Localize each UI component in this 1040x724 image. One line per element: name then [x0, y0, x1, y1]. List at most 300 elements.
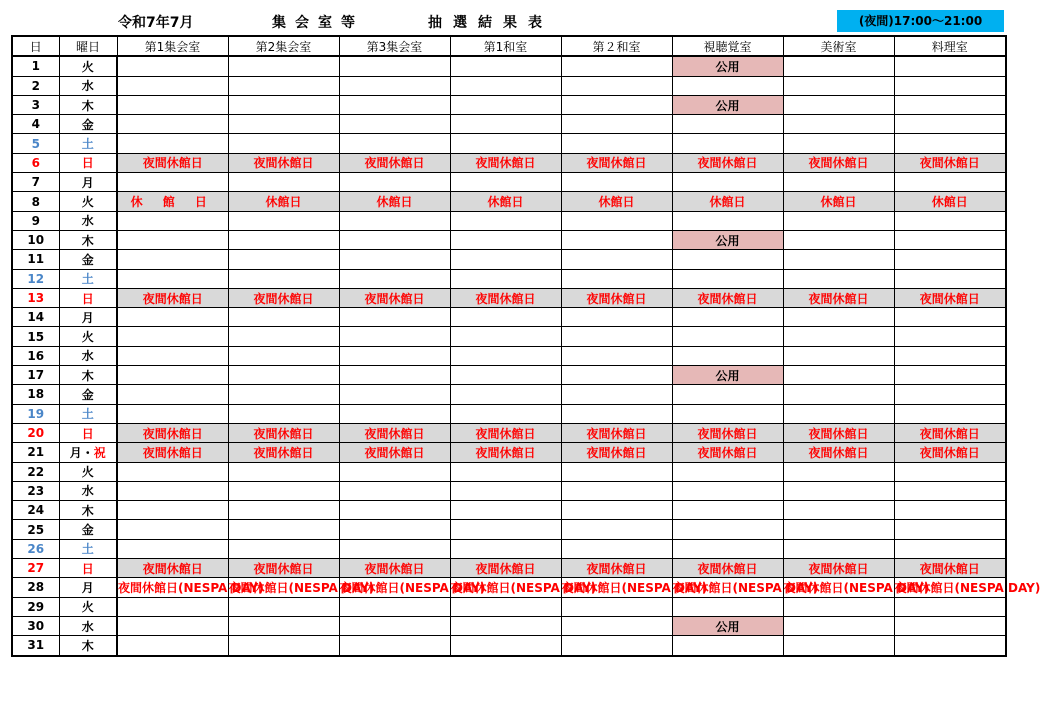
table-row [12, 597, 1006, 616]
room-cell [450, 636, 561, 656]
room-cell [450, 616, 561, 635]
room-cell [783, 173, 894, 192]
room-cell: 夜間休館日 [450, 153, 561, 172]
room-cell [339, 95, 450, 114]
room-cell [672, 76, 783, 95]
day-number: 11 [12, 250, 59, 269]
room-cell [339, 76, 450, 95]
table-row [12, 636, 1006, 656]
room-cell [228, 173, 339, 192]
room-cell [561, 501, 672, 520]
room-cell [561, 76, 672, 95]
room-cell: 夜間休館日 [894, 423, 1006, 442]
day-number: 27 [12, 559, 59, 578]
room-cell [672, 481, 783, 500]
weekday: 月 [59, 578, 117, 597]
room-cell [672, 520, 783, 539]
room-cell [672, 250, 783, 269]
room-cell [228, 134, 339, 153]
room-cell [228, 597, 339, 616]
day-number: 23 [12, 481, 59, 500]
room-cell: 夜間休館日 [894, 559, 1006, 578]
day-number: 22 [12, 462, 59, 481]
day-number: 28 [12, 578, 59, 597]
col-header-weekday: 曜日 [59, 36, 117, 56]
weekday: 土 [59, 134, 117, 153]
room-cell [339, 173, 450, 192]
room-cell [117, 76, 228, 95]
room-cell [783, 134, 894, 153]
room-cell: 夜間休館日 [117, 288, 228, 307]
room-cell [561, 462, 672, 481]
room-cell [228, 404, 339, 423]
room-cell [561, 308, 672, 327]
room-cell [672, 501, 783, 520]
day-number: 4 [12, 115, 59, 134]
weekday: 木 [59, 95, 117, 114]
room-cell [117, 95, 228, 114]
room-cell [894, 366, 1006, 385]
room-cell: 休館日 [450, 192, 561, 211]
room-cell [339, 269, 450, 288]
room-cell: 夜間休館日 [672, 443, 783, 462]
room-cell [117, 269, 228, 288]
room-cell [450, 597, 561, 616]
table-row [12, 462, 1006, 481]
header-date: 令和7年7月 [118, 15, 194, 31]
room-cell: 休館日 [783, 192, 894, 211]
room-cell [450, 269, 561, 288]
room-cell [117, 366, 228, 385]
room-cell [228, 539, 339, 558]
room-cell [894, 115, 1006, 134]
room-cell [672, 269, 783, 288]
room-cell: 夜間休館日 [228, 153, 339, 172]
weekday: 火 [59, 597, 117, 616]
day-number: 31 [12, 636, 59, 656]
room-cell [783, 462, 894, 481]
room-cell: 夜間休館日 [228, 443, 339, 462]
room-cell [450, 501, 561, 520]
day-number: 9 [12, 211, 59, 230]
room-cell [117, 539, 228, 558]
room-cell [117, 616, 228, 635]
room-cell [339, 366, 450, 385]
weekday: 水 [59, 211, 117, 230]
room-cell [450, 366, 561, 385]
table-row [12, 308, 1006, 327]
room-cell [561, 230, 672, 249]
room-cell [783, 211, 894, 230]
weekday: 木 [59, 501, 117, 520]
room-cell: 休館日 [339, 192, 450, 211]
room-cell [117, 481, 228, 500]
room-cell [117, 462, 228, 481]
room-cell [561, 115, 672, 134]
table-row [12, 481, 1006, 500]
day-number: 12 [12, 269, 59, 288]
room-cell: 夜間休館日 [894, 288, 1006, 307]
room-cell [339, 56, 450, 76]
room-cell [117, 501, 228, 520]
room-cell [783, 616, 894, 635]
room-cell [783, 404, 894, 423]
room-cell [894, 481, 1006, 500]
table-row [12, 539, 1006, 558]
room-cell [228, 56, 339, 76]
room-cell [561, 327, 672, 346]
room-cell: 夜間休館日 [561, 443, 672, 462]
room-cell [450, 211, 561, 230]
room-cell: 夜間休館日 [672, 153, 783, 172]
room-cell [894, 56, 1006, 76]
room-cell [228, 385, 339, 404]
table-row [12, 95, 1006, 114]
room-cell [228, 346, 339, 365]
room-cell: 夜間休館日 [450, 423, 561, 442]
table-row [12, 288, 1006, 307]
room-cell [894, 404, 1006, 423]
room-cell [117, 173, 228, 192]
room-cell [894, 250, 1006, 269]
room-cell [783, 636, 894, 656]
room-cell [117, 115, 228, 134]
room-cell [450, 230, 561, 249]
room-cell [339, 134, 450, 153]
room-cell [783, 115, 894, 134]
room-cell [339, 346, 450, 365]
room-cell [561, 520, 672, 539]
room-cell [450, 462, 561, 481]
room-cell [228, 501, 339, 520]
weekday: 土 [59, 539, 117, 558]
day-number: 10 [12, 230, 59, 249]
header-title: 集会室等 [272, 15, 364, 31]
weekday: 月 [59, 308, 117, 327]
weekday: 木 [59, 366, 117, 385]
weekday: 土 [59, 269, 117, 288]
room-cell [783, 230, 894, 249]
room-cell: 夜間休館日 [894, 443, 1006, 462]
room-cell [783, 520, 894, 539]
room-cell [339, 481, 450, 500]
weekday: 月 [59, 173, 117, 192]
room-cell [783, 501, 894, 520]
day-number: 8 [12, 192, 59, 211]
weekday: 日 [59, 423, 117, 442]
weekday: 金 [59, 115, 117, 134]
room-cell [339, 327, 450, 346]
room-cell [783, 597, 894, 616]
room-cell [450, 327, 561, 346]
table-row [12, 616, 1006, 635]
room-cell [228, 616, 339, 635]
room-cell: 夜間休館日 [561, 288, 672, 307]
room-cell [783, 56, 894, 76]
room-cell [117, 346, 228, 365]
room-cell: 休館日 [672, 192, 783, 211]
room-cell [672, 346, 783, 365]
header-time-badge: (夜間)17:00〜21:00 [837, 10, 1004, 32]
room-cell [672, 327, 783, 346]
room-cell: 夜間休館日 [894, 153, 1006, 172]
col-header-room2: 第2集会室 [228, 36, 339, 56]
room-cell: 夜間休館日 [561, 153, 672, 172]
public-use-cell: 公用 [672, 230, 783, 249]
day-number: 30 [12, 616, 59, 635]
public-use-cell: 公用 [672, 366, 783, 385]
room-cell [894, 539, 1006, 558]
room-cell [450, 308, 561, 327]
room-cell: 夜間休館日(NESPA DAY) [228, 578, 339, 597]
room-cell [117, 520, 228, 539]
weekday: 木 [59, 636, 117, 656]
day-number: 2 [12, 76, 59, 95]
table-row [12, 115, 1006, 134]
room-cell [228, 327, 339, 346]
room-cell [894, 269, 1006, 288]
room-cell [117, 597, 228, 616]
table-row [12, 250, 1006, 269]
room-cell: 夜間休館日 [672, 423, 783, 442]
room-cell: 夜間休館日(NESPA DAY) [339, 578, 450, 597]
public-use-cell: 公用 [672, 95, 783, 114]
room-cell [117, 56, 228, 76]
weekday: 火 [59, 192, 117, 211]
room-cell [561, 173, 672, 192]
room-cell [450, 134, 561, 153]
day-number: 15 [12, 327, 59, 346]
room-cell [117, 308, 228, 327]
room-cell [783, 250, 894, 269]
room-cell [894, 230, 1006, 249]
room-cell: 夜間休館日 [783, 288, 894, 307]
room-cell: 夜間休館日 [561, 423, 672, 442]
room-cell [450, 385, 561, 404]
room-cell: 夜間休館日 [339, 288, 450, 307]
room-cell [561, 539, 672, 558]
room-cell [561, 134, 672, 153]
room-cell [561, 269, 672, 288]
room-cell [228, 115, 339, 134]
room-cell [783, 76, 894, 95]
weekday: 金 [59, 520, 117, 539]
table-row [12, 346, 1006, 365]
day-number: 6 [12, 153, 59, 172]
room-cell [450, 115, 561, 134]
col-header-av-room: 視聴覚室 [672, 36, 783, 56]
room-cell [672, 115, 783, 134]
room-cell [117, 250, 228, 269]
room-cell [228, 462, 339, 481]
weekday: 水 [59, 616, 117, 635]
table-body [12, 56, 1040, 655]
holiday-label: 祝 [93, 445, 106, 460]
day-number: 17 [12, 366, 59, 385]
room-cell [450, 481, 561, 500]
room-cell: 夜間休館日(NESPA DAY) [450, 578, 561, 597]
room-cell [339, 250, 450, 269]
room-cell [894, 327, 1006, 346]
col-header-japanese-room1: 第1和室 [450, 36, 561, 56]
room-cell [894, 616, 1006, 635]
col-header-japanese-room2: 第２和室 [561, 36, 672, 56]
room-cell: 休館日 [228, 192, 339, 211]
room-cell [783, 385, 894, 404]
room-cell [228, 230, 339, 249]
public-use-cell: 公用 [672, 616, 783, 635]
room-cell: 夜間休館日 [117, 423, 228, 442]
room-cell: 休館日 [561, 192, 672, 211]
room-cell [228, 95, 339, 114]
table-row [12, 153, 1006, 172]
room-cell: 夜間休館日 [783, 443, 894, 462]
table-row [12, 520, 1006, 539]
col-header-art-room: 美術室 [783, 36, 894, 56]
room-cell [228, 520, 339, 539]
room-cell [561, 250, 672, 269]
day-number: 26 [12, 539, 59, 558]
room-cell: 休館日 [894, 192, 1006, 211]
day-number: 19 [12, 404, 59, 423]
room-cell [672, 308, 783, 327]
header-subtitle: 抽選結果表 [428, 15, 553, 31]
room-cell: 夜間休館日(NESPA DAY) [672, 578, 783, 597]
room-cell [339, 230, 450, 249]
room-cell [561, 366, 672, 385]
room-cell: 夜間休館日 [117, 153, 228, 172]
day-number: 18 [12, 385, 59, 404]
room-cell [894, 211, 1006, 230]
day-number: 5 [12, 134, 59, 153]
day-number: 3 [12, 95, 59, 114]
room-cell: 夜間休館日 [339, 559, 450, 578]
room-cell: 夜間休館日 [672, 288, 783, 307]
weekday: 火 [59, 327, 117, 346]
room-cell [672, 211, 783, 230]
day-number: 24 [12, 501, 59, 520]
room-cell [339, 404, 450, 423]
weekday-label: 月・ [69, 445, 94, 460]
table-header-row [12, 36, 1006, 56]
col-header-day: 日 [12, 36, 59, 56]
day-number: 21 [12, 443, 59, 462]
weekday [59, 443, 117, 462]
room-cell [450, 250, 561, 269]
col-header-cooking-room: 料理室 [894, 36, 1006, 56]
room-cell [894, 597, 1006, 616]
room-cell [894, 76, 1006, 95]
room-cell [117, 211, 228, 230]
room-cell [339, 115, 450, 134]
room-cell [672, 539, 783, 558]
room-cell [894, 95, 1006, 114]
room-cell: 夜間休館日(NESPA DAY) [783, 578, 894, 597]
room-cell [561, 616, 672, 635]
room-cell [117, 404, 228, 423]
room-cell [783, 481, 894, 500]
weekday: 火 [59, 462, 117, 481]
room-cell: 夜間休館日 [783, 153, 894, 172]
room-cell [450, 76, 561, 95]
day-number: 14 [12, 308, 59, 327]
room-cell [894, 520, 1006, 539]
room-cell [228, 76, 339, 95]
table-row [12, 230, 1006, 249]
room-cell: 夜間休館日 [228, 559, 339, 578]
room-cell [339, 539, 450, 558]
weekday: 日 [59, 153, 117, 172]
table-row [12, 134, 1006, 153]
room-cell [672, 597, 783, 616]
table-row [12, 76, 1006, 95]
room-cell [561, 385, 672, 404]
room-cell [672, 134, 783, 153]
room-cell [894, 501, 1006, 520]
room-cell [561, 404, 672, 423]
room-cell [117, 385, 228, 404]
room-cell [117, 230, 228, 249]
day-number: 7 [12, 173, 59, 192]
weekday: 木 [59, 230, 117, 249]
room-cell [339, 597, 450, 616]
weekday: 水 [59, 346, 117, 365]
room-cell [117, 327, 228, 346]
room-cell [339, 308, 450, 327]
room-cell [783, 346, 894, 365]
table-row [12, 559, 1006, 578]
table-row [12, 385, 1006, 404]
room-cell [228, 250, 339, 269]
room-cell [561, 346, 672, 365]
room-cell [228, 636, 339, 656]
room-cell [117, 636, 228, 656]
table-row [12, 269, 1006, 288]
room-cell: 夜間休館日 [339, 443, 450, 462]
room-cell: 夜間休館日(NESPA DAY) [117, 578, 228, 597]
room-cell: 夜間休館日 [450, 288, 561, 307]
room-cell [672, 173, 783, 192]
table-row [12, 578, 1006, 597]
table-row [12, 501, 1006, 520]
room-cell: 夜間休館日 [783, 423, 894, 442]
room-cell [450, 346, 561, 365]
day-number: 1 [12, 56, 59, 76]
table-row [12, 327, 1006, 346]
room-cell [228, 481, 339, 500]
room-cell [894, 134, 1006, 153]
room-cell [672, 404, 783, 423]
room-cell [561, 597, 672, 616]
room-cell [117, 134, 228, 153]
room-cell [561, 95, 672, 114]
room-cell: 夜間休館日 [783, 559, 894, 578]
room-cell [228, 366, 339, 385]
room-cell: 夜間休館日 [117, 443, 228, 462]
room-cell [783, 366, 894, 385]
room-cell [783, 327, 894, 346]
day-number: 29 [12, 597, 59, 616]
room-cell: 夜間休館日(NESPA DAY) [561, 578, 672, 597]
public-use-cell: 公用 [672, 56, 783, 76]
day-number: 16 [12, 346, 59, 365]
table-row [12, 404, 1006, 423]
room-cell: 夜間休館日 [672, 559, 783, 578]
room-cell: 夜間休館日 [450, 559, 561, 578]
weekday: 日 [59, 288, 117, 307]
day-number: 20 [12, 423, 59, 442]
room-cell [339, 520, 450, 539]
